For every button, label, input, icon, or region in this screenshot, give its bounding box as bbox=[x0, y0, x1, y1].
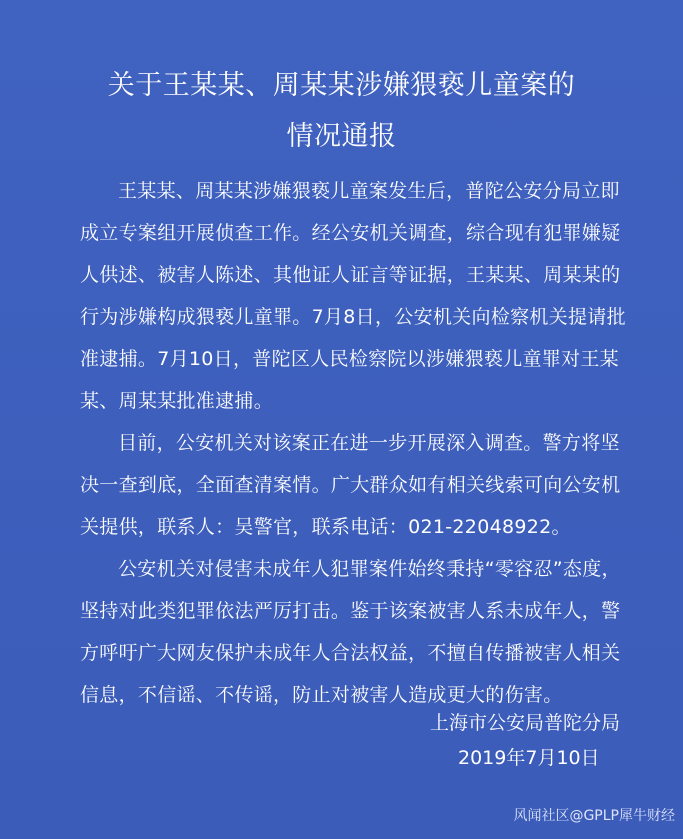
paragraph-3-line-4: 信息，不信谣、不传谣，防止对被害人造成更大的伤害。 bbox=[80, 684, 563, 706]
notice-title-line-2: 情况通报 bbox=[286, 121, 397, 152]
paragraph-1-line-4: 行为涉嫌构成猥亵儿童罪。7月8日，公安机关向检察机关提请批 bbox=[80, 306, 626, 328]
paragraph-2-line-1: 目前，公安机关对该案正在进一步开展深入调查。警方将坚 bbox=[118, 432, 620, 454]
notice-title-line-1: 关于王某某、周某某涉嫌猥亵儿童案的 bbox=[107, 70, 576, 101]
paragraph-3-line-2: 坚持对此类犯罪依法严厉打击。鉴于该案被害人系未成年人，警 bbox=[80, 600, 621, 622]
paragraph-2-line-2: 决一查到底，全面查清案情。广大群众如有相关线索可向公安机 bbox=[80, 474, 621, 496]
watermark-text: 风闻社区@GPLP犀牛财经 bbox=[513, 808, 675, 824]
paragraph-1-line-2: 成立专案组开展侦查工作。经公安机关调查，综合现有犯罪嫌疑 bbox=[80, 222, 621, 244]
signature-organization: 上海市公安局普陀分局 bbox=[430, 712, 621, 734]
paragraph-1-line-3: 人供述、被害人陈述、其他证人证言等证据，王某某、周某某的 bbox=[80, 264, 621, 286]
paragraph-1-line-6: 某、周某某批准逮捕。 bbox=[80, 390, 274, 412]
paragraph-3-line-3: 方呼吁广大网友保护未成年人合法权益，不擅自传播被害人相关 bbox=[80, 642, 621, 664]
paragraph-1-line-1: 王某某、周某某涉嫌猥亵儿童案发生后，普陀公安分局立即 bbox=[118, 180, 620, 202]
signature-date: 2019年7月10日 bbox=[458, 747, 600, 769]
paragraph-2-line-3: 关提供，联系人：吴警官，联系电话：021-22048922。 bbox=[80, 516, 571, 538]
paragraph-1-line-5: 准逮捕。7月10日，普陀区人民检察院以涉嫌猥亵儿童罪对王某 bbox=[80, 348, 619, 370]
paragraph-3-line-1: 公安机关对侵害未成年人犯罪案件始终秉持“零容忍”态度， bbox=[118, 558, 621, 580]
